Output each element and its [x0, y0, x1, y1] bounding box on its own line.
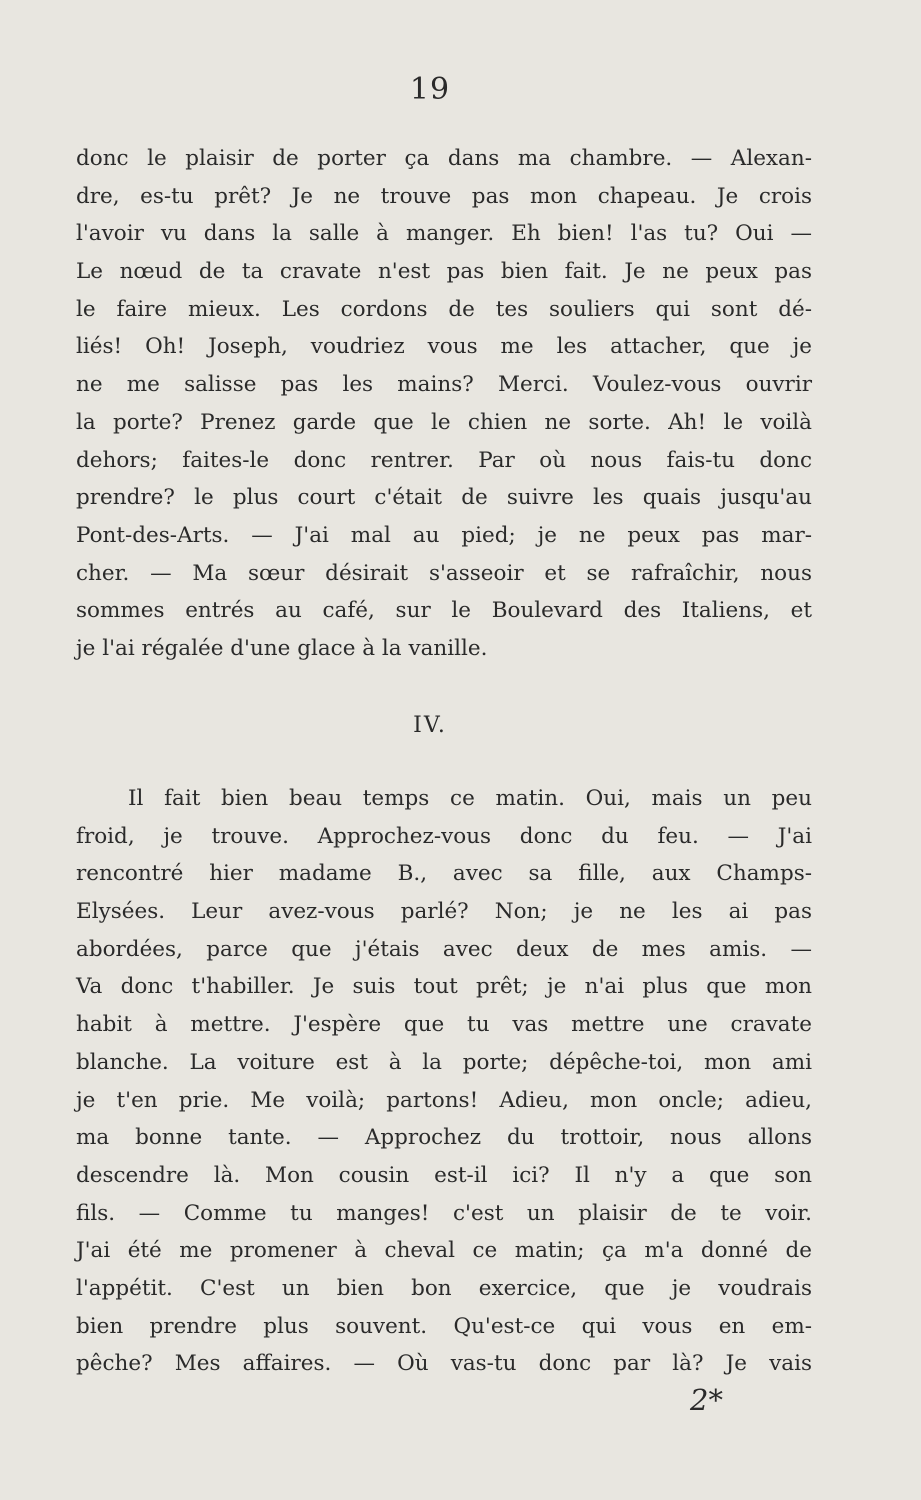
text-line: donc le plaisir de porter ça dans ma chambre. — Alexan-	[76, 146, 812, 171]
text-line: l'avoir vu dans la salle à manger. Eh bien! l'as tu? Oui —	[76, 221, 812, 247]
text-line: Pont-des-Arts. — J'ai mal au pied; je ne peux pas mar-	[76, 522, 812, 548]
text-line: bien prendre plus souvent. Qu'est-ce qui vous en em-	[76, 1313, 812, 1339]
text-line: habit à mettre. J'espère que tu vas mettre une cravate	[76, 1012, 812, 1038]
text-line: ne me salisse pas les mains? Merci. Voulez-vous ouvrir	[76, 372, 812, 398]
text-line: sommes entrés au café, sur le Boulevard des Italiens, et	[76, 598, 812, 624]
text-line: pêche? Mes affaires. — Où vas-tu donc par là? Je vais	[76, 1351, 812, 1377]
text-line: je t'en prie. Me voilà; partons! Adieu, mon oncle; adieu,	[76, 1087, 812, 1113]
text-line: abordées, parce que j'étais avec deux de mes amis. —	[76, 936, 812, 962]
text-line: Le nœud de ta cravate n'est pas bien fait. Je ne peux pas	[76, 259, 812, 285]
text-line: rencontré hier madame B., avec sa fille, aux Champs-	[76, 861, 812, 887]
paragraph-1	[76, 140, 812, 668]
text-line: fils. — Comme tu manges! c'est un plaisir de te voir.	[76, 1200, 812, 1226]
text-line: la porte? Prenez garde que le chien ne sorte. Ah! le voilà	[76, 409, 812, 435]
text-line: Il fait bien beau temps ce matin. Oui, mais un peu	[128, 786, 812, 811]
text-line: dehors; faites-le donc rentrer. Par où nous fais-tu donc	[76, 447, 812, 473]
text-line: Va donc t'habiller. Je suis tout prêt; je n'ai plus que mon	[76, 974, 812, 1000]
text-line: cher. — Ma sœur désirait s'asseoir et se rafraîchir, nous	[76, 560, 812, 586]
text-line: blanche. La voiture est à la porte; dépêche-toi, mon ami	[76, 1049, 812, 1075]
page-number: 19	[409, 72, 451, 107]
text-line: froid, je trouve. Approchez-vous donc du feu. — J'ai	[76, 823, 812, 849]
text-line: Elysées. Leur avez-vous parlé? Non; je ne les ai pas	[76, 899, 812, 925]
text-line: liés! Oh! Joseph, voudriez vous me les attacher, que je	[76, 334, 812, 360]
section-heading: IV.	[413, 713, 447, 738]
text-line: dre, es-tu prêt? Je ne trouve pas mon chapeau. Je crois	[76, 183, 812, 209]
text-line: ma bonne tante. — Approchez du trottoir, nous allons	[76, 1125, 812, 1151]
text-line: je l'ai régalée d'une glace à la vanille.	[76, 635, 488, 661]
text-line: prendre? le plus court c'était de suivre les quais jusqu'au	[76, 485, 812, 511]
text-line: descendre là. Mon cousin est-il ici? Il n'y a que son	[76, 1162, 812, 1188]
text-line: l'appétit. C'est un bien bon exercice, que je voudrais	[76, 1275, 812, 1301]
text-line: J'ai été me promener à cheval ce matin; ça m'a donné de	[76, 1238, 812, 1264]
text-line: le faire mieux. Les cordons de tes souliers qui sont dé-	[76, 296, 812, 322]
signature-mark: 2*	[690, 1383, 723, 1417]
paragraph-2	[76, 780, 812, 1383]
